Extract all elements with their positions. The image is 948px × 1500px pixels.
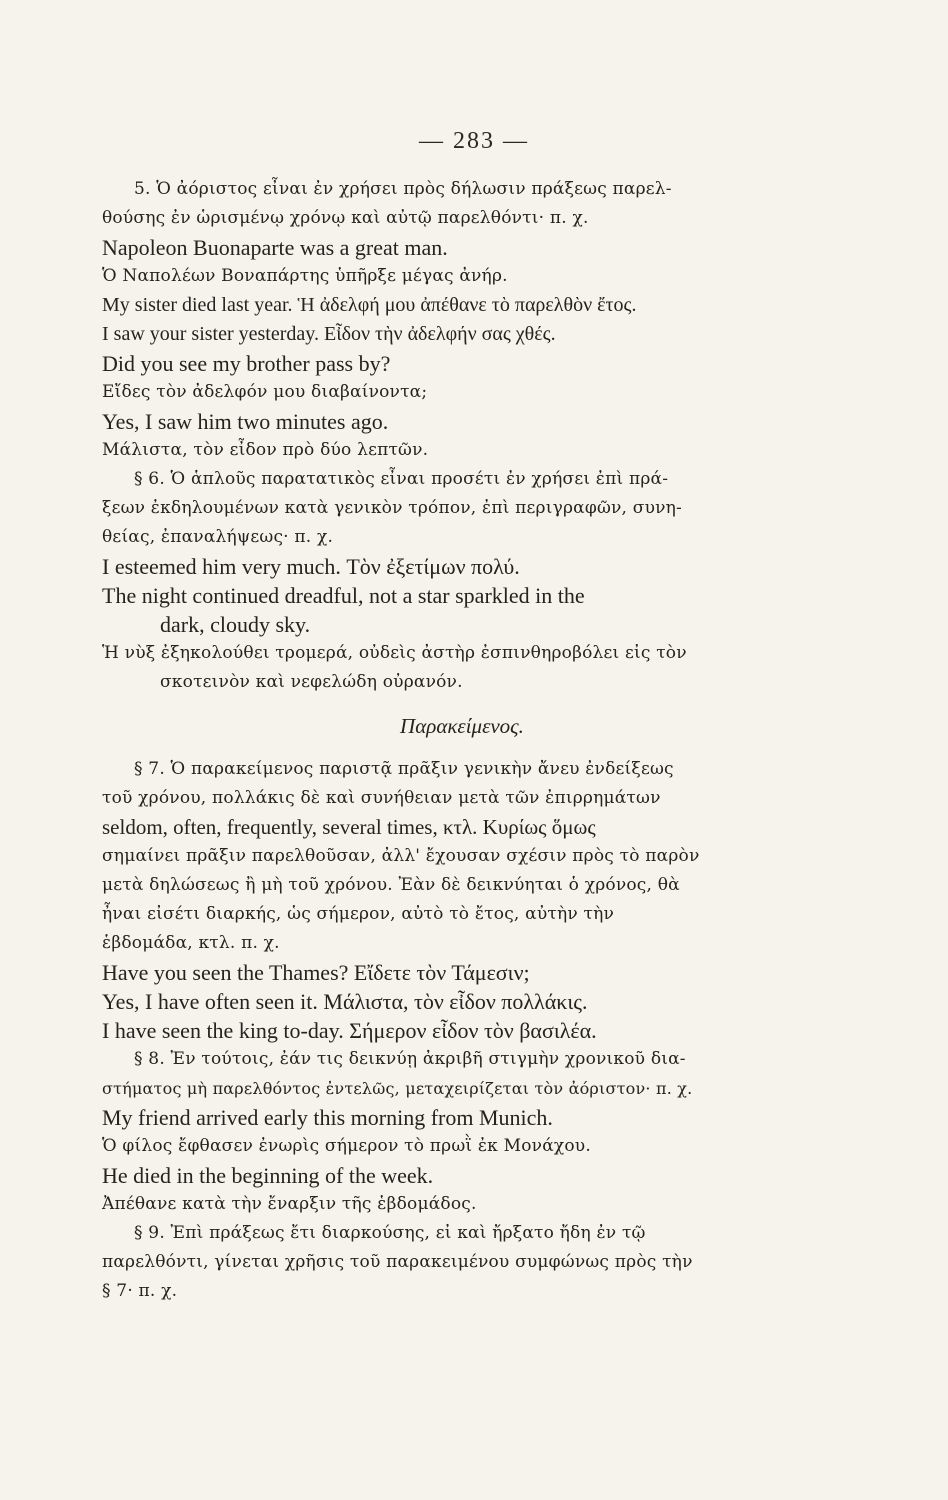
- paragraph-line: seldom, often, frequently, several times, κτλ. Κυρίως ὅμως: [102, 815, 596, 839]
- example-line: I saw your sister yesterday. Εἶδον τὴν ἀδελφήν σας χθές.: [102, 323, 556, 345]
- translation-line: Ἡ νὺξ ἐξηκολούθει τρομερά, οὐδεὶς ἀστὴρ ἐσπινθηροβόλει εἰς τὸν: [102, 643, 687, 663]
- page-body: [102, 175, 802, 1306]
- translation-line: Μάλιστα, τὸν εἶδον πρὸ δύο λεπτῶν.: [102, 440, 429, 460]
- paragraph-line: θούσης ἐν ὡρισμένῳ χρόνῳ καὶ αὐτῷ παρελθόντι· π. χ.: [102, 208, 589, 228]
- paragraph-line: ἦναι εἰσέτι διαρκής, ὡς σήμερον, αὐτὸ τὸ ἔτος, αὐτὴν τὴν: [102, 904, 615, 924]
- paragraph-line: θείας, ἐπαναλήψεως· π. χ.: [102, 527, 334, 547]
- example-line: He died in the beginning of the week.: [102, 1163, 434, 1188]
- example-line: Napoleon Buonaparte was a great man.: [102, 235, 448, 260]
- translation-line: Ἀπέθανε κατὰ τὴν ἔναρξιν τῆς ἑβδομάδος.: [102, 1194, 477, 1214]
- paragraph-line: παρελθόντι, γίνεται χρῆσις τοῦ παρακειμένου συμφώνως πρὸς τὴν: [102, 1252, 693, 1272]
- paragraph-line: § 7. Ὁ παρακείμενος παριστᾷ πρᾶξιν γενικὴν ἄνευ ἐνδείξεως: [134, 759, 674, 779]
- example-line: I esteemed him very much. Τὸν ἐξετίμων πολύ.: [102, 554, 520, 579]
- example-line: My friend arrived early this morning from Munich.: [102, 1105, 553, 1130]
- page-number: — 283 —: [419, 128, 529, 154]
- example-line: I have seen the king to-day. Σήμερον εἶδον τὸν βασιλέα.: [102, 1018, 597, 1043]
- paragraph-line: § 7· π. χ.: [102, 1281, 178, 1301]
- example-line: dark, cloudy sky.: [160, 612, 311, 637]
- paragraph-line: § 6. Ὁ ἁπλοῦς παρατατικὸς εἶναι προσέτι ἐν χρήσει ἐπὶ πρά-: [134, 469, 669, 489]
- translation-line: σκοτεινὸν καὶ νεφελώδη οὐρανόν.: [160, 672, 463, 692]
- paragraph-line: στήματος μὴ παρελθόντος ἐντελῶς, μεταχειρίζεται τὸν ἀόριστον· π. χ.: [102, 1079, 693, 1098]
- example-line: My sister died last year. Ἡ ἀδελφή μου ἀπέθανε τὸ παρελθὸν ἔτος.: [102, 294, 637, 316]
- example-line: Have you seen the Thames? Εἴδετε τὸν Τάμεσιν;: [102, 960, 530, 985]
- translation-line: Ὁ Ναπολέων Βοναπάρτης ὑπῆρξε μέγας ἀνήρ.: [102, 266, 508, 286]
- example-line: Yes, I have often seen it. Μάλιστα, τὸν εἶδον πολλάκις.: [102, 989, 588, 1014]
- paragraph-line: ἑβδομάδα, κτλ. π. χ.: [102, 933, 280, 953]
- example-line: Yes, I saw him two minutes ago.: [102, 409, 389, 434]
- paragraph-line: § 9. Ἐπὶ πράξεως ἔτι διαρκούσης, εἰ καὶ ἤρξατο ἤδη ἐν τῷ: [134, 1223, 646, 1243]
- paragraph-line: ξεων ἐκδηλουμένων κατὰ γενικὸν τρόπον, ἐπὶ περιγραφῶν, συνη-: [102, 498, 682, 518]
- paragraph-line: σημαίνει πρᾶξιν παρελθοῦσαν, ἀλλ' ἔχουσαν σχέσιν πρὸς τὸ παρὸν: [102, 846, 700, 866]
- translation-line: Εἴδες τὸν ἀδελφόν μου διαβαίνοντα;: [102, 382, 428, 402]
- paragraph-line: 5. Ὁ ἀόριστος εἶναι ἐν χρήσει πρὸς δήλωσιν πράξεως παρελ-: [134, 179, 672, 199]
- translation-line: Ὁ φίλος ἔφθασεν ἐνωρὶς σήμερον τὸ πρωῒ ἐκ Μονάχου.: [102, 1136, 591, 1156]
- example-line: Did you see my brother pass by?: [102, 351, 391, 376]
- paragraph-line: τοῦ χρόνου, πολλάκις δὲ καὶ συνήθειαν μετὰ τῶν ἐπιρρημάτων: [102, 788, 661, 808]
- example-line: The night continued dreadful, not a star sparkled in the: [102, 583, 585, 608]
- paragraph-line: § 8. Ἐν τούτοις, ἐάν τις δεικνύῃ ἀκριβῆ στιγμὴν χρονικοῦ δια-: [134, 1049, 686, 1069]
- section-heading: Παρακείμενος.: [400, 714, 524, 738]
- paragraph-line: μετὰ δηλώσεως ἢ μὴ τοῦ χρόνου. Ἐὰν δὲ δεικνύηται ὁ χρόνος, θὰ: [102, 875, 680, 895]
